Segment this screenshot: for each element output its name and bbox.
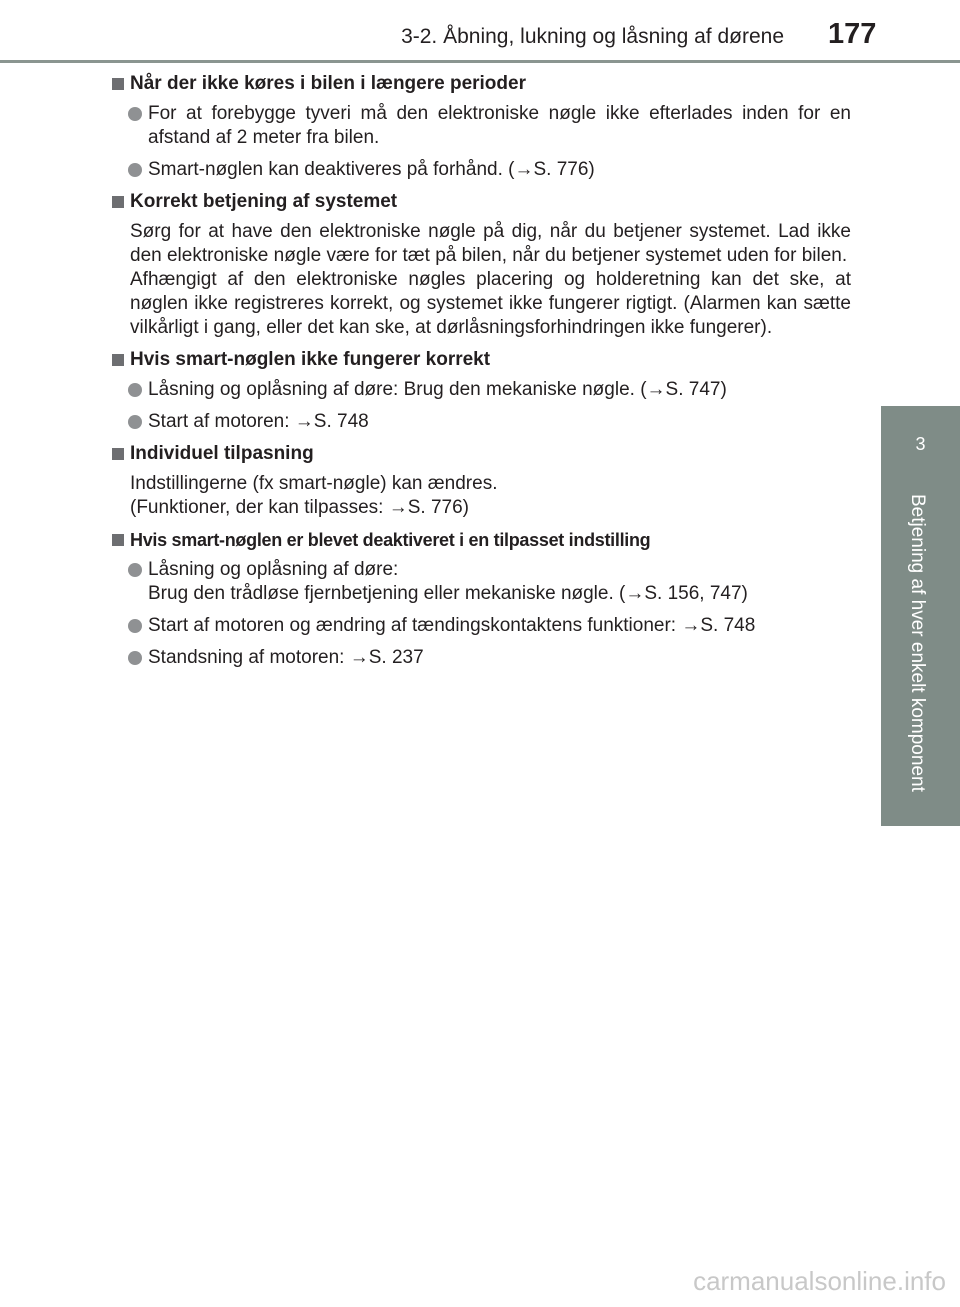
list-item (111, 378, 851, 402)
list-item (111, 614, 851, 638)
page-content (111, 72, 851, 678)
list-item-text: Smart-nøglen kan deaktiveres på forhånd. (→S. 776) (148, 159, 595, 180)
list-item-text: Start af motoren og ændring af tændingskontaktens funktioner: →S. 748 (148, 615, 756, 636)
square-bullet-icon (112, 448, 124, 460)
section-heading-text: Individuel tilpasning (130, 443, 314, 464)
list-item-text: For at forebygge tyveri må den elektroniske nøgle ikke efterlades inden for en afstand af 2 meter fra bilen. (148, 103, 851, 148)
list-item (111, 102, 851, 150)
section-heading (111, 72, 851, 96)
chapter-title: 3-2. Åbning, lukning og låsning af dørene (401, 25, 784, 48)
circle-bullet-icon (128, 563, 142, 577)
square-bullet-icon (112, 196, 124, 208)
section-heading-text: Korrekt betjening af systemet (130, 191, 398, 212)
list-item-text: Låsning og oplåsning af døre: (148, 559, 399, 580)
section-heading (111, 528, 851, 552)
paragraph: Afhængigt af den elektroniske nøgles placering og holderetning kan det ske, at nøglen ikke registreres korrekt, og systemet ikke fungerer rigtigt. (Alarmen kan sætte vilkårligt i gang, eller det kan ske, at dørlåsningsforhindringen ikke fungerer). (130, 269, 851, 338)
section-heading-text: Hvis smart-nøglen er blevet deaktiveret i en tilpasset indstilling (130, 530, 651, 550)
list-item (111, 158, 851, 182)
circle-bullet-icon (128, 619, 142, 633)
page-header (0, 0, 960, 62)
section-heading (111, 442, 851, 466)
list-item-text: Brug den trådløse fjernbetjening eller mekaniske nøgle. (→S. 156, 747) (148, 583, 748, 604)
list-item-text: Låsning og oplåsning af døre: Brug den mekaniske nøgle. (→S. 747) (148, 379, 727, 400)
section-heading (111, 190, 851, 214)
circle-bullet-icon (128, 383, 142, 397)
paragraph: (Funktioner, der kan tilpasses: →S. 776) (130, 497, 469, 518)
section-heading-text: Hvis smart-nøglen ikke fungerer korrekt (130, 349, 491, 370)
list-item (111, 646, 851, 670)
circle-bullet-icon (128, 163, 142, 177)
list-item (111, 558, 851, 606)
list-item-text: Standsning af motoren: →S. 237 (148, 647, 424, 668)
section-heading-text: Når der ikke køres i bilen i længere perioder (130, 73, 526, 94)
section-heading (111, 348, 851, 372)
list-item-text: Start af motoren: →S. 748 (148, 411, 369, 432)
paragraph: Indstillingerne (fx smart-nøgle) kan ændres. (130, 473, 498, 494)
circle-bullet-icon (128, 651, 142, 665)
list-item (111, 410, 851, 434)
square-bullet-icon (112, 534, 124, 546)
page-number: 177 (828, 18, 877, 50)
square-bullet-icon (112, 78, 124, 90)
chapter-side-tab (881, 406, 960, 826)
circle-bullet-icon (128, 415, 142, 429)
circle-bullet-icon (128, 107, 142, 121)
paragraph: Sørg for at have den elektroniske nøgle på dig, når du betjener systemet. Lad ikke den elektroniske nøgle være for tæt på bilen, når du betjener systemet uden for bilen. (130, 221, 851, 266)
header-divider (0, 60, 960, 63)
chapter-label: Betjening af hver enkelt komponent (907, 494, 928, 792)
watermark: carmanualsonline.info (693, 1266, 946, 1296)
square-bullet-icon (112, 354, 124, 366)
chapter-number: 3 (915, 434, 926, 454)
